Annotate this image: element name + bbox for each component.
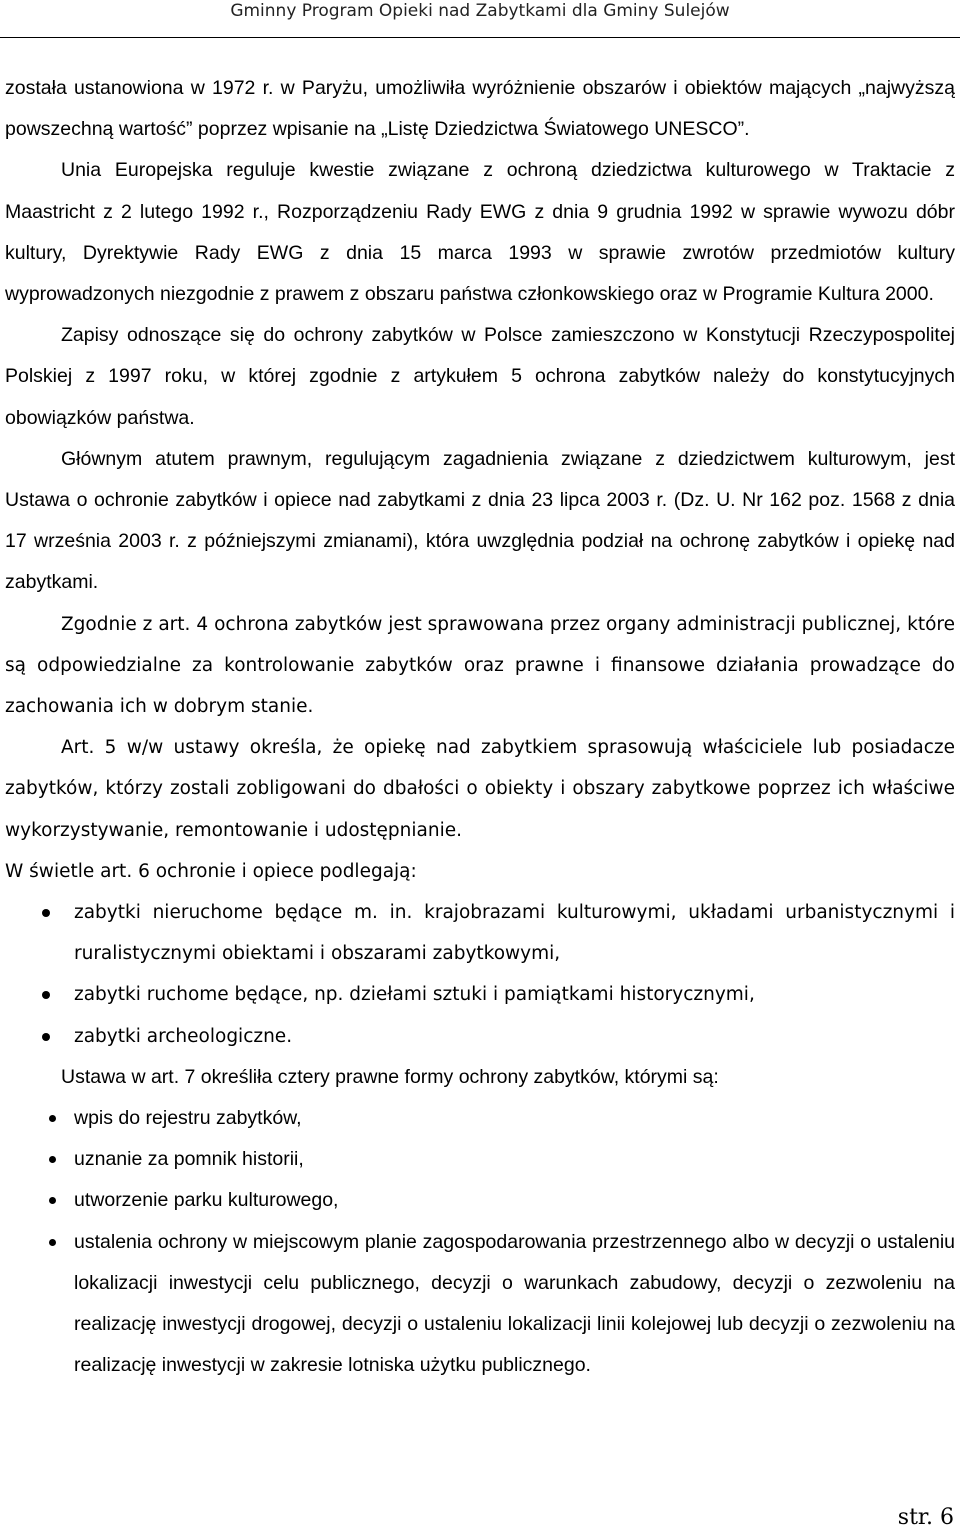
bullet-icon <box>42 991 50 999</box>
paragraph-art-4: Zgodnie z art. 4 ochrona zabytków jest sprawowana przez organy administracji publicznej, które są odpowiedzialne za kontrolowanie zabytków oraz prawne i finansowe działania prowadzące do zachowania ich w dobrym stanie. <box>5 613 955 718</box>
bullet-icon <box>49 1197 56 1204</box>
paragraph-unesco: została ustanowiona w 1972 r. w Paryżu, umożliwiła wyróżnienie obszarów i obiektów mających „najwyższą powszechną wartość” poprzez wpisanie na „Listę Dziedzictwa Światowego UNESCO”. <box>5 77 955 141</box>
bullet-icon <box>49 1115 56 1122</box>
paragraph-art-5: Art. 5 w/w ustawy określa, że opiekę nad zabytkiem sprasowują właściciele lub posiadacze zabytków, którzy zostali zobligowani do dbałości o obiekty i obszary zabytkowe poprzez ich właściwe wykorzystywanie, remontowanie i udostępnianie. <box>5 737 955 841</box>
running-header: Gminny Program Opieki nad Zabytkami dla Gminy Sulejów <box>230 1 730 21</box>
paragraph-art-7-intro: Ustawa w art. 7 określiła cztery prawne formy ochrony zabytków, którymi są: <box>61 1065 719 1088</box>
document-body <box>5 68 955 1387</box>
header-divider <box>0 37 960 38</box>
paragraph-art-6-intro: W świetle art. 6 ochronie i opiece podlegają: <box>5 860 417 882</box>
list-item: ustalenia ochrony w miejscowym planie zagospodarowania przestrzennego albo w decyzji o ustaleniu lokalizacji inwestycji celu publicznego, decyzji o warunkach zabudowy, decyzji o zezwoleniu na realizację inwestycji drogowej, decyzji o ustaleniu lokalizacji linii kolejowej lub decyzji o zezwoleniu na realizację inwestycji w zakresie lotniska użytku publicznego. <box>5 1222 955 1387</box>
paragraph-eu-regulations: Unia Europejska reguluje kwestie związane z ochroną dziedzictwa kulturowego w Traktacie z Maastricht z 2 lutego 1992 r., Rozporządzeniu Rady EWG z dnia 9 grudnia 1992 w sprawie wywozu dóbr kultury, Dyrektywie Rady EWG z dnia 15 marca 1993 w sprawie zwrotów przedmiotów kultury wyprowadzonych niezgodnie z prawem z obszaru państwa członkowskiego oraz w Programie Kultura 2000. <box>5 159 955 306</box>
protection-forms-list <box>5 1098 955 1386</box>
paragraph-constitution: Zapisy odnoszące się do ochrony zabytków w Polsce zamieszczono w Konstytucji Rzeczypospolitej Polskiej z 1997 roku, w której zgodnie z artykułem 5 ochrona zabytków należy do konstytucyjnych obowiązków państwa. <box>5 324 955 429</box>
list-item: zabytki ruchome będące, np. dziełami sztuki i pamiątkami historycznymi, <box>5 974 955 1015</box>
list-item: zabytki nieruchome będące m. in. krajobrazami kulturowymi, układami urbanistycznymi i ruralistycznymi obiektami i obszarami zabytkowymi, <box>5 892 955 974</box>
list-item: utworzenie parku kulturowego, <box>5 1180 955 1221</box>
list-item: wpis do rejestru zabytków, <box>5 1098 955 1139</box>
protected-objects-list <box>5 892 955 1057</box>
list-item: uznanie za pomnik historii, <box>5 1139 955 1180</box>
bullet-icon <box>42 909 50 917</box>
paragraph-heritage-act: Głównym atutem prawnym, regulującym zagadnienia związane z dziedzictwem kulturowym, jest Ustawa o ochronie zabytków i opiece nad zabytkami z dnia 23 lipca 2003 r. (Dz. U. Nr 162 poz. 1568 z dnia 17 września 2003 r. z późniejszymi zmianami), która uwzględnia podział na ochronę zabytków i opiekę nad zabytkami. <box>5 447 955 594</box>
bullet-icon <box>42 1033 50 1041</box>
page-number: str. 6 <box>897 1505 954 1530</box>
list-item: zabytki archeologiczne. <box>5 1016 955 1057</box>
bullet-icon <box>49 1156 56 1163</box>
bullet-icon <box>49 1239 56 1246</box>
